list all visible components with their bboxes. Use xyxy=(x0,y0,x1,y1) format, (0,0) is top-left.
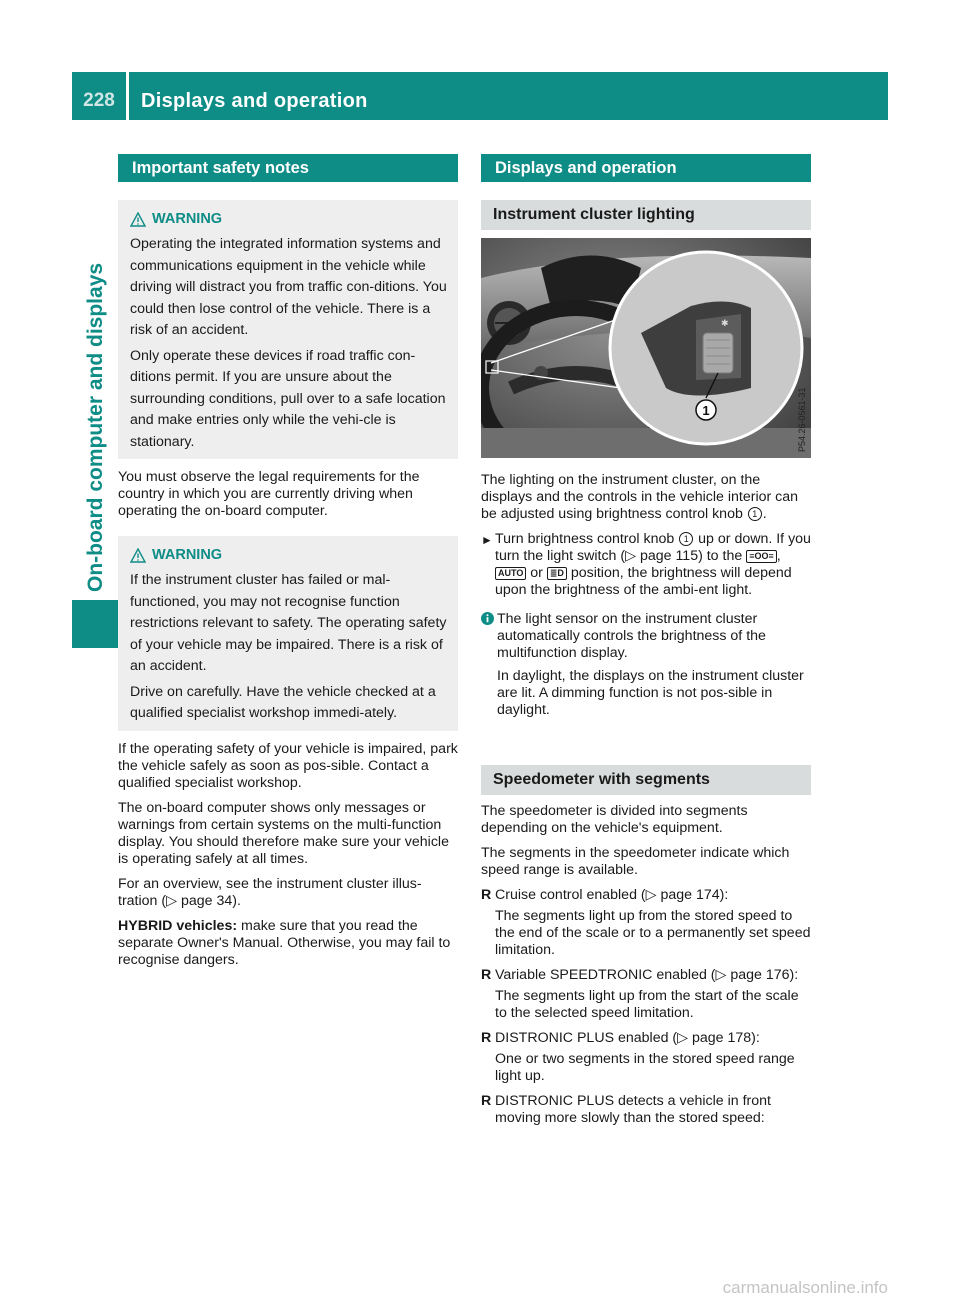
hybrid-label: HYBRID vehicles: xyxy=(118,917,238,934)
list-item: R DISTRONIC PLUS enabled (▷ page 178): One or two segments in the stored speed range light up. xyxy=(481,1030,811,1089)
parking-lights-symbol: ≡OO≡ xyxy=(746,550,777,563)
warning-triangle-icon xyxy=(130,212,146,227)
chapter-side-tab xyxy=(78,220,114,592)
page-number: 228 xyxy=(83,90,115,111)
header-divider xyxy=(126,72,129,120)
warning-text: If the instrument cluster has failed or mal-functioned, you may not recognise function restrictions relevant to safety. The operating safety of your vehicle may be impaired. There is a risk of an accident. xyxy=(130,572,447,674)
callout-number: 1 xyxy=(702,403,710,418)
paragraph: The lighting on the instrument cluster, on the displays and the controls in the vehicle interior can be adjusted using brightness control knob 1 . xyxy=(481,472,799,522)
cockpit-illustration xyxy=(481,238,811,458)
info-icon xyxy=(481,611,497,725)
paragraph: HYBRID vehicles: make sure that you read the separate Owner's Manual. Otherwise, you may fail to recognise dangers. xyxy=(118,917,451,968)
warning-text: Operating the integrated information systems and communications equipment in the vehicle while driving will distract you from traffic con-ditions. You could then lose control of the vehicle. There is a risk of an accident. xyxy=(130,236,447,338)
right-column xyxy=(481,154,811,1135)
warning-text: Only operate these devices if road traffic con-ditions permit. If you are unsure about the surrounding conditions, pull over to a safe location and make entries only while the vehi-cle is stationary. xyxy=(130,347,446,450)
chapter-marker-block xyxy=(72,600,121,648)
warning-box-2 xyxy=(118,536,458,731)
bullet-icon: R xyxy=(481,887,492,903)
callout-ref: 1 xyxy=(748,507,762,521)
bullet-icon: R xyxy=(481,1093,492,1109)
page-title: Displays and operation xyxy=(141,90,368,112)
subsection-title-lighting: Instrument cluster lighting xyxy=(481,200,811,230)
warning-box-1 xyxy=(118,200,458,459)
left-column xyxy=(118,154,458,977)
paragraph: If the operating safety of your vehicle is impaired, park the vehicle safely as soon as pos-sible. Contact a qualified specialist workshop. xyxy=(118,740,458,791)
paragraph: The on-board computer shows only messages or warnings from certain systems on the multi-function display. You should therefore make sure your vehicle is operating safely at all times. xyxy=(118,799,449,867)
auto-lights-symbol: AUTO xyxy=(495,567,526,580)
paragraph: You must observe the legal requirements for the country in which you are currently driving when operating the on-board computer. xyxy=(118,469,420,519)
section-title-displays: Displays and operation xyxy=(481,154,811,182)
paragraph: For an overview, see the instrument cluster illus-tration (▷ page 34). xyxy=(118,875,422,909)
section-title-safety: Important safety notes xyxy=(118,154,458,182)
info-text: The light sensor on the instrument cluster automatically controls the brightness of the multifunction display. xyxy=(497,611,766,661)
list-item: R Variable SPEEDTRONIC enabled (▷ page 176): The segments light up from the start of the scale to the selected speed limitation. xyxy=(481,967,811,1026)
image-code: P54.26-0561-31 xyxy=(797,387,807,452)
warning-title: WARNING xyxy=(130,544,450,566)
subsection-title-speedometer: Speedometer with segments xyxy=(481,765,811,795)
step-arrow-icon: ► xyxy=(481,533,493,547)
chapter-label: On-board computer and displays xyxy=(84,262,107,592)
info-text: In daylight, the displays on the instrument cluster are lit. A dimming function is not pos-sible in daylight. xyxy=(497,668,804,718)
low-beam-symbol: ≣D xyxy=(547,567,567,580)
warning-triangle-icon xyxy=(130,548,146,563)
svg-text:✱: ✱ xyxy=(721,319,729,329)
list-item: R DISTRONIC PLUS detects a vehicle in front moving more slowly than the stored speed: xyxy=(481,1093,811,1131)
warning-text: Drive on carefully. Have the vehicle checked at a qualified specialist workshop immedi-ately. xyxy=(130,683,436,721)
list-item: R Cruise control enabled (▷ page 174): The segments light up from the stored speed to the end of the scale or to a permanently set speed limitation. xyxy=(481,887,811,963)
warning-title: WARNING xyxy=(130,208,450,230)
callout-ref: 1 xyxy=(679,532,693,546)
info-note xyxy=(481,611,811,725)
paragraph: The segments in the speedometer indicate which speed range is available. xyxy=(481,845,790,878)
cockpit-photo xyxy=(481,238,811,458)
instruction-step: ► Turn brightness control knob 1 up or down. If you turn the light switch (▷ page 115) to the ≡OO≡ , AUTO or ≣D position, the brightness will depend upon the brightness of the ambi-ent light. xyxy=(481,531,811,598)
bullet-icon: R xyxy=(481,967,492,983)
watermark: carmanualsonline.info xyxy=(722,1278,888,1297)
paragraph: The speedometer is divided into segments depending on the vehicle's equipment. xyxy=(481,803,748,836)
bullet-icon: R xyxy=(481,1030,492,1046)
